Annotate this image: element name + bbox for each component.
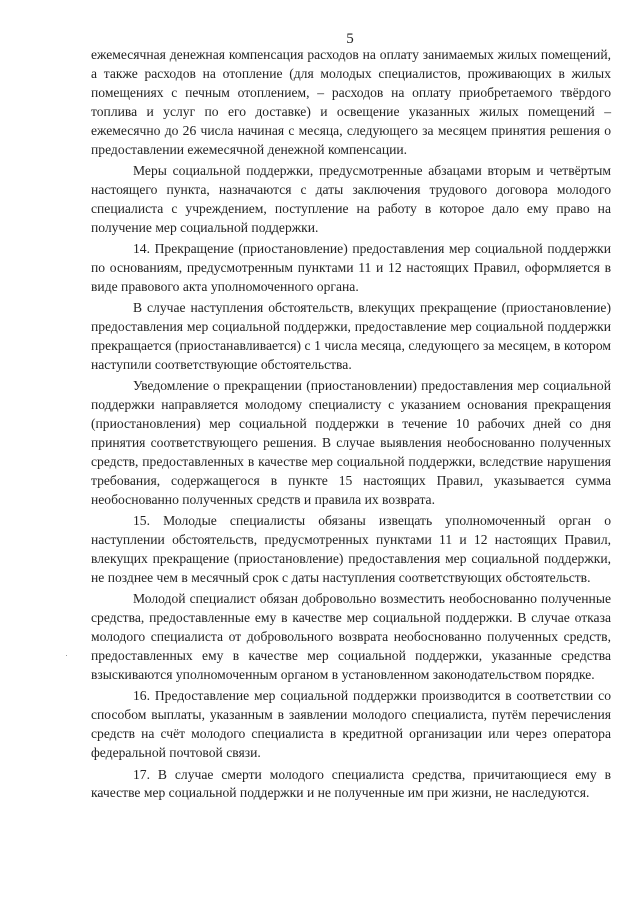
- paragraph: Молодой специалист обязан добровольно возместить необоснованно полученные средства, предоставленные ему в качестве мер социальной поддержки. В случае отказа молодого специалиста от добровольного возврата необоснованно полученных средств, предоставленных ему в качестве мер социальной поддержки, указанные средства взыскиваются уполномоченным органом в установленном законодательством порядке.: [91, 591, 611, 682]
- paragraph-clause-15: 15. Молодые специалисты обязаны извещать уполномоченный орган о наступлении обстоятельств, предусмотренных пунктами 11 и 12 настоящих Правил, влекущих прекращение (приостановление) предоставления мер социальной поддержки, не позднее чем в месячный срок с даты наступления соответствующих обстоятельств.: [91, 513, 611, 585]
- paragraph: В случае наступления обстоятельств, влекущих прекращение (приостановление) предоставления мер социальной поддержки, предоставление мер социальной поддержки прекращается (приостанавливается) с 1 числа месяца, следующего за месяцем, в котором наступили соответствующие обстоятельства.: [91, 300, 611, 372]
- scan-speck: [66, 655, 67, 656]
- paragraph: Уведомление о прекращении (приостановлении) предоставления мер социальной поддержки направляется молодому специалисту с указанием основания прекращения (приостановления) мер социальной поддержки в течение 10 рабочих дней со дня принятия соответствующего решения. В случае выявления необоснованно полученных средств, предоставленных в качестве мер социальной поддержки, вследствие нарушения требования, содержащегося в пункте 15 настоящих Правил, указывается сумма необоснованно полученных средств и правила их возврата.: [91, 378, 611, 507]
- paragraph-clause-17: 17. В случае смерти молодого специалиста средства, причитающиеся ему в качестве мер социальной поддержки и не полученные им при жизни, не наследуются.: [91, 766, 611, 801]
- paragraph: Меры социальной поддержки, предусмотренные абзацами вторым и четвёртым настоящего пункта, назначаются с даты заключения трудового договора молодого специалиста с учреждением, поступление на работу в которое дало ему право на получение мер социальной поддержки.: [91, 162, 611, 235]
- page-number: 5: [346, 31, 354, 47]
- paragraph-continuation: ежемесячная денежная компенсация расходов на оплату занимаемых жилых помещений, а также расходов на отопление (для молодых специалистов, проживающих в жилых помещениях с печным отоплением, – расходов на оплату приобретаемого твёрдого топлива и услуг по его доставке) и освещение указанных жилых помещений – ежемесячно до 26 числа начиная с месяца, следующего за месяцем принятия решения о предоставлении ежемесячной денежной компенсации.: [91, 47, 611, 157]
- document-body: [91, 46, 611, 806]
- paragraph-clause-14: 14. Прекращение (приостановление) предоставления мер социальной поддержки по основаниям, предусмотренным пунктами 11 и 12 настоящих Правил, оформляется в виде правового акта уполномоченного органа.: [91, 241, 611, 294]
- paragraph-clause-16: 16. Предоставление мер социальной поддержки производится в соответствии со способом выплаты, указанным в заявлении молодого специалиста, путём перечисления средств на счёт молодого специалиста в кредитной организации или через оператора федеральной почтовой связи.: [91, 688, 611, 761]
